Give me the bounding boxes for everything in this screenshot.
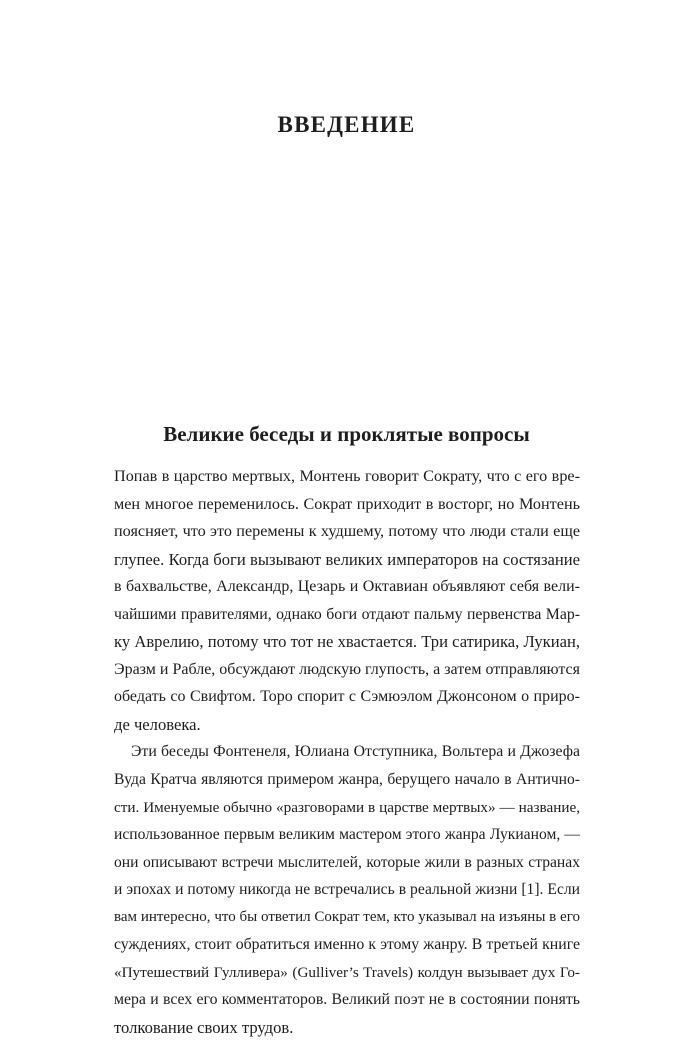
text-line: они описывают встречи мыслителей, которые жили в разных странах bbox=[114, 853, 580, 871]
text-line: Эти беседы Фонтенеля, Юлиана Отступника, Вольтера и Джозефа bbox=[131, 743, 580, 761]
text-line: поясняет, что это перемены к худшему, потому что люди стали еще bbox=[114, 522, 580, 541]
text-line: вам интересно, что бы ответил Сократ тем, кто указывал на изъяны в его bbox=[114, 908, 580, 925]
text-line: Эразм и Рабле, обсуждают людскую глупость, а затем отправляются bbox=[114, 660, 580, 678]
text-line: чайшими правителями, однако боги отдают пальму первенства Мар- bbox=[114, 605, 580, 623]
text-line: обедать со Свифтом. Торо спорит с Сэмюэлом Джонсоном о приро- bbox=[114, 688, 580, 706]
text-line: и эпохах и потому никогда не встречались в реальной жизни [1]. Если bbox=[114, 881, 580, 899]
text-line: в бахвальстве, Александр, Цезарь и Октавиан объявляют себя вели- bbox=[114, 578, 580, 596]
text-line: сти. Именуемые обычно «разговорами в царстве мертвых» — название, bbox=[114, 798, 580, 816]
body-text bbox=[114, 463, 580, 1041]
section-title: Великие беседы и проклятые вопросы bbox=[163, 422, 530, 446]
text-line: Вуда Кратча являются примером жанра, берущего начало в Антично- bbox=[114, 771, 580, 789]
text-line: «Путешествий Гулливера» (Gulliver’s Travels) колдун вызывает дух Го- bbox=[114, 963, 580, 981]
text-line: глупее. Когда боги вызывают великих императоров на состязание bbox=[114, 549, 580, 569]
text-line: мен многое переменилось. Сократ приходит в восторг, но Монтень bbox=[114, 494, 580, 513]
text-line: ку Аврелию, потому что тот не хвастается. Три сатирика, Лукиан, bbox=[114, 632, 580, 652]
chapter-title: ВВЕДЕНИЕ bbox=[277, 112, 416, 137]
paragraph-1 bbox=[114, 463, 580, 738]
text-line: толкование своих трудов. bbox=[114, 1017, 294, 1037]
text-line: де человека. bbox=[114, 714, 201, 734]
text-line: мера и всех его комментаторов. Великий поэт не в состоянии понять bbox=[114, 991, 580, 1009]
paragraph-2 bbox=[114, 738, 580, 1041]
text-line: суждениях, стоит обратиться именно к этому жанру. В третьей книге bbox=[114, 936, 580, 954]
text-line: Попав в царство мертвых, Монтень говорит Сократу, что с его вре- bbox=[114, 467, 580, 485]
text-line: использованное первым великим мастером этого жанра Лукианом, — bbox=[114, 826, 580, 844]
